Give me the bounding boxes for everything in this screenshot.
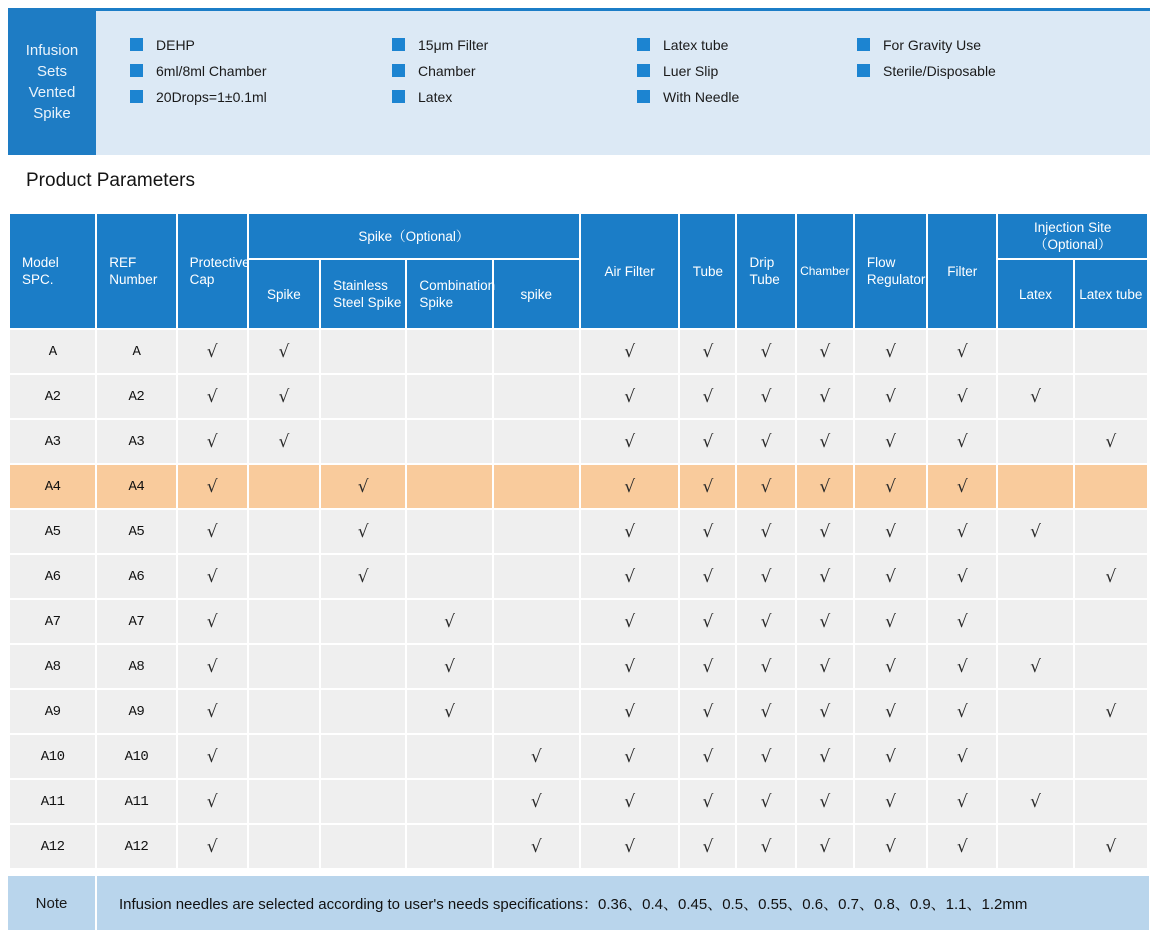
check-cell: √ xyxy=(928,465,996,508)
check-cell: √ xyxy=(321,510,405,553)
check-cell: √ xyxy=(178,645,247,688)
feature-label: Latex xyxy=(418,88,453,105)
check-cell: √ xyxy=(928,780,996,823)
empty-cell xyxy=(249,780,319,823)
check-cell: √ xyxy=(737,645,794,688)
product-banner xyxy=(8,8,1150,155)
check-cell: √ xyxy=(998,645,1072,688)
table-row xyxy=(10,735,1147,778)
empty-cell xyxy=(1075,330,1147,373)
bullet-square-icon xyxy=(857,38,870,51)
check-cell: √ xyxy=(407,645,491,688)
check-cell: √ xyxy=(178,780,247,823)
check-cell: √ xyxy=(797,330,853,373)
check-cell: √ xyxy=(797,600,853,643)
check-cell: √ xyxy=(680,465,735,508)
bullet-square-icon xyxy=(637,64,650,77)
table-row xyxy=(10,690,1147,733)
empty-cell xyxy=(249,690,319,733)
table-header xyxy=(10,214,1147,328)
check-cell: √ xyxy=(855,465,926,508)
empty-cell xyxy=(998,420,1072,463)
check-cell: √ xyxy=(928,555,996,598)
col-header-tube: Tube xyxy=(680,214,735,328)
check-cell: √ xyxy=(581,465,678,508)
check-cell: √ xyxy=(581,375,678,418)
model-cell: A3 xyxy=(10,420,95,463)
check-cell: √ xyxy=(928,645,996,688)
check-cell: √ xyxy=(680,645,735,688)
col-header-filter: Filter xyxy=(928,214,996,328)
empty-cell xyxy=(1075,375,1147,418)
check-cell: √ xyxy=(680,555,735,598)
table-row xyxy=(10,645,1147,688)
feature-item xyxy=(392,85,637,108)
check-cell: √ xyxy=(178,690,247,733)
ref-cell: A6 xyxy=(97,555,175,598)
feature-label: 15μm Filter xyxy=(418,36,489,53)
col-header-ref: REF Number xyxy=(97,214,175,328)
check-cell: √ xyxy=(178,375,247,418)
check-cell: √ xyxy=(737,465,794,508)
table-row xyxy=(10,555,1147,598)
empty-cell xyxy=(321,600,405,643)
empty-cell xyxy=(998,735,1072,778)
section-title: Product Parameters xyxy=(26,170,195,191)
feature-label: DEHP xyxy=(156,36,195,53)
col-header-stainless-steel-spike: Stainless Steel Spike xyxy=(321,260,405,328)
empty-cell xyxy=(998,555,1072,598)
ref-cell: A9 xyxy=(97,690,175,733)
check-cell: √ xyxy=(855,330,926,373)
check-cell: √ xyxy=(581,825,678,868)
table-row xyxy=(10,330,1147,373)
check-cell: √ xyxy=(178,600,247,643)
check-cell: √ xyxy=(680,690,735,733)
feature-panel xyxy=(96,8,1150,155)
col-header-model: Model SPC. xyxy=(10,214,95,328)
col-header-latex-tube: Latex tube xyxy=(1075,260,1147,328)
product-parameters-table xyxy=(8,212,1149,870)
ref-cell: A5 xyxy=(97,510,175,553)
check-cell: √ xyxy=(1075,555,1147,598)
table-row xyxy=(10,825,1147,868)
ref-cell: A2 xyxy=(97,375,175,418)
check-cell: √ xyxy=(178,330,247,373)
check-cell: √ xyxy=(797,420,853,463)
feature-column xyxy=(857,33,1150,155)
model-cell: A5 xyxy=(10,510,95,553)
ref-cell: A xyxy=(97,330,175,373)
product-title xyxy=(8,8,96,155)
check-cell: √ xyxy=(178,510,247,553)
empty-cell xyxy=(494,330,579,373)
check-cell: √ xyxy=(680,825,735,868)
empty-cell xyxy=(407,780,491,823)
table-row xyxy=(10,420,1147,463)
check-cell: √ xyxy=(928,600,996,643)
col-header-spike: Spike xyxy=(249,260,319,328)
col-header-spike-lower: spike xyxy=(494,260,579,328)
check-cell: √ xyxy=(680,510,735,553)
table-row xyxy=(10,600,1147,643)
empty-cell xyxy=(494,420,579,463)
check-cell: √ xyxy=(178,555,247,598)
ref-cell: A8 xyxy=(97,645,175,688)
bullet-square-icon xyxy=(392,38,405,51)
model-cell: A xyxy=(10,330,95,373)
check-cell: √ xyxy=(249,420,319,463)
check-cell: √ xyxy=(249,375,319,418)
col-header-combination-spike: Combination Spike xyxy=(407,260,491,328)
empty-cell xyxy=(321,375,405,418)
bullet-square-icon xyxy=(130,38,143,51)
empty-cell xyxy=(407,510,491,553)
check-cell: √ xyxy=(737,375,794,418)
table-row xyxy=(10,510,1147,553)
empty-cell xyxy=(494,690,579,733)
col-header-protective-cap: Protective Cap xyxy=(178,214,247,328)
empty-cell xyxy=(1075,600,1147,643)
col-header-flow-regulator: Flow Regulator xyxy=(855,214,926,328)
empty-cell xyxy=(249,600,319,643)
col-header-drip-tube: Drip Tube xyxy=(737,214,794,328)
bullet-square-icon xyxy=(130,64,143,77)
check-cell: √ xyxy=(855,825,926,868)
bullet-square-icon xyxy=(637,90,650,103)
feature-label: Luer Slip xyxy=(663,62,719,79)
check-cell: √ xyxy=(928,330,996,373)
empty-cell xyxy=(407,375,491,418)
empty-cell xyxy=(494,375,579,418)
check-cell: √ xyxy=(680,780,735,823)
check-cell: √ xyxy=(855,780,926,823)
check-cell: √ xyxy=(407,690,491,733)
empty-cell xyxy=(494,510,579,553)
empty-cell xyxy=(998,330,1072,373)
check-cell: √ xyxy=(321,465,405,508)
feature-item xyxy=(857,59,1150,82)
check-cell: √ xyxy=(494,780,579,823)
check-cell: √ xyxy=(1075,825,1147,868)
table-row-highlighted xyxy=(10,465,1147,508)
check-cell: √ xyxy=(581,555,678,598)
empty-cell xyxy=(321,645,405,688)
empty-cell xyxy=(494,465,579,508)
feature-label: Latex tube xyxy=(663,36,729,53)
empty-cell xyxy=(1075,645,1147,688)
check-cell: √ xyxy=(680,600,735,643)
empty-cell xyxy=(321,690,405,733)
check-cell: √ xyxy=(680,735,735,778)
empty-cell xyxy=(249,645,319,688)
check-cell: √ xyxy=(178,420,247,463)
feature-item xyxy=(130,59,392,82)
check-cell: √ xyxy=(581,735,678,778)
empty-cell xyxy=(249,510,319,553)
ref-cell: A4 xyxy=(97,465,175,508)
check-cell: √ xyxy=(680,330,735,373)
check-cell: √ xyxy=(680,375,735,418)
empty-cell xyxy=(998,600,1072,643)
feature-item xyxy=(857,33,1150,56)
feature-label: For Gravity Use xyxy=(883,36,982,53)
model-cell: A10 xyxy=(10,735,95,778)
model-cell: A7 xyxy=(10,600,95,643)
check-cell: √ xyxy=(797,465,853,508)
check-cell: √ xyxy=(855,375,926,418)
feature-item xyxy=(130,85,392,108)
model-cell: A9 xyxy=(10,690,95,733)
table-body xyxy=(10,330,1147,868)
feature-item xyxy=(637,59,857,82)
check-cell: √ xyxy=(855,555,926,598)
group-header-spike-optional: Spike（Optional） xyxy=(249,214,579,258)
check-cell: √ xyxy=(178,825,247,868)
col-header-air-filter: Air Filter xyxy=(581,214,678,328)
bullet-square-icon xyxy=(637,38,650,51)
note-label: Note xyxy=(8,876,95,930)
group-header-injection-site-optional: Injection Site（Optional） xyxy=(998,214,1147,258)
check-cell: √ xyxy=(855,690,926,733)
check-cell: √ xyxy=(1075,420,1147,463)
col-header-latex: Latex xyxy=(998,260,1072,328)
note-text: Infusion needles are selected according to user's needs specifications：0.36、0.4、0.45、0.5、0.55、0.6、0.7、0.8、0.9、1.1、1.2mm xyxy=(97,876,1149,930)
check-cell: √ xyxy=(737,555,794,598)
empty-cell xyxy=(321,420,405,463)
model-cell: A4 xyxy=(10,465,95,508)
empty-cell xyxy=(321,735,405,778)
check-cell: √ xyxy=(178,735,247,778)
check-cell: √ xyxy=(737,510,794,553)
check-cell: √ xyxy=(855,510,926,553)
check-cell: √ xyxy=(797,690,853,733)
check-cell: √ xyxy=(178,465,247,508)
empty-cell xyxy=(1075,510,1147,553)
empty-cell xyxy=(249,735,319,778)
empty-cell xyxy=(407,420,491,463)
check-cell: √ xyxy=(797,555,853,598)
ref-cell: A3 xyxy=(97,420,175,463)
empty-cell xyxy=(998,465,1072,508)
check-cell: √ xyxy=(797,780,853,823)
check-cell: √ xyxy=(998,780,1072,823)
empty-cell xyxy=(494,600,579,643)
ref-cell: A7 xyxy=(97,600,175,643)
check-cell: √ xyxy=(737,825,794,868)
check-cell: √ xyxy=(581,645,678,688)
check-cell: √ xyxy=(855,735,926,778)
table-row xyxy=(10,375,1147,418)
empty-cell xyxy=(998,690,1072,733)
check-cell: √ xyxy=(581,420,678,463)
empty-cell xyxy=(407,465,491,508)
feature-label: With Needle xyxy=(663,88,740,105)
check-cell: √ xyxy=(797,825,853,868)
model-cell: A11 xyxy=(10,780,95,823)
empty-cell xyxy=(321,780,405,823)
check-cell: √ xyxy=(737,735,794,778)
check-cell: √ xyxy=(737,330,794,373)
ref-cell: A10 xyxy=(97,735,175,778)
feature-item xyxy=(392,33,637,56)
check-cell: √ xyxy=(1075,690,1147,733)
ref-cell: A12 xyxy=(97,825,175,868)
bullet-square-icon xyxy=(130,90,143,103)
check-cell: √ xyxy=(928,420,996,463)
feature-column xyxy=(392,33,637,155)
check-cell: √ xyxy=(855,420,926,463)
feature-column xyxy=(637,33,857,155)
check-cell: √ xyxy=(737,420,794,463)
check-cell: √ xyxy=(581,510,678,553)
bullet-square-icon xyxy=(392,90,405,103)
empty-cell xyxy=(494,645,579,688)
feature-label: 20Drops=1±0.1ml xyxy=(156,88,267,105)
empty-cell xyxy=(407,555,491,598)
table-row xyxy=(10,780,1147,823)
empty-cell xyxy=(1075,735,1147,778)
empty-cell xyxy=(321,330,405,373)
check-cell: √ xyxy=(998,510,1072,553)
check-cell: √ xyxy=(855,600,926,643)
empty-cell xyxy=(407,825,491,868)
model-cell: A2 xyxy=(10,375,95,418)
check-cell: √ xyxy=(581,690,678,733)
model-cell: A6 xyxy=(10,555,95,598)
check-cell: √ xyxy=(581,330,678,373)
check-cell: √ xyxy=(855,645,926,688)
check-cell: √ xyxy=(581,780,678,823)
empty-cell xyxy=(249,555,319,598)
check-cell: √ xyxy=(680,420,735,463)
empty-cell xyxy=(494,555,579,598)
check-cell: √ xyxy=(737,690,794,733)
check-cell: √ xyxy=(797,735,853,778)
empty-cell xyxy=(407,330,491,373)
feature-column xyxy=(130,33,392,155)
empty-cell xyxy=(407,735,491,778)
check-cell: √ xyxy=(321,555,405,598)
check-cell: √ xyxy=(928,375,996,418)
empty-cell xyxy=(1075,465,1147,508)
model-cell: A8 xyxy=(10,645,95,688)
feature-item xyxy=(637,85,857,108)
check-cell: √ xyxy=(797,510,853,553)
check-cell: √ xyxy=(407,600,491,643)
check-cell: √ xyxy=(928,690,996,733)
check-cell: √ xyxy=(737,600,794,643)
feature-item xyxy=(392,59,637,82)
check-cell: √ xyxy=(581,600,678,643)
check-cell: √ xyxy=(494,735,579,778)
empty-cell xyxy=(249,465,319,508)
feature-item xyxy=(130,33,392,56)
empty-cell xyxy=(249,825,319,868)
check-cell: √ xyxy=(737,780,794,823)
feature-label: Sterile/Disposable xyxy=(883,62,996,79)
empty-cell xyxy=(321,825,405,868)
feature-label: 6ml/8ml Chamber xyxy=(156,62,267,79)
check-cell: √ xyxy=(928,735,996,778)
note-row xyxy=(8,876,1149,930)
empty-cell xyxy=(998,825,1072,868)
col-header-chamber: Chamber xyxy=(797,214,853,328)
check-cell: √ xyxy=(249,330,319,373)
product-title-text: Infusion Sets Vented Spike xyxy=(25,41,79,122)
ref-cell: A11 xyxy=(97,780,175,823)
check-cell: √ xyxy=(928,510,996,553)
check-cell: √ xyxy=(928,825,996,868)
bullet-square-icon xyxy=(857,64,870,77)
check-cell: √ xyxy=(998,375,1072,418)
feature-item xyxy=(637,33,857,56)
model-cell: A12 xyxy=(10,825,95,868)
check-cell: √ xyxy=(494,825,579,868)
feature-label: Chamber xyxy=(418,62,476,79)
empty-cell xyxy=(1075,780,1147,823)
check-cell: √ xyxy=(797,645,853,688)
bullet-square-icon xyxy=(392,64,405,77)
check-cell: √ xyxy=(797,375,853,418)
